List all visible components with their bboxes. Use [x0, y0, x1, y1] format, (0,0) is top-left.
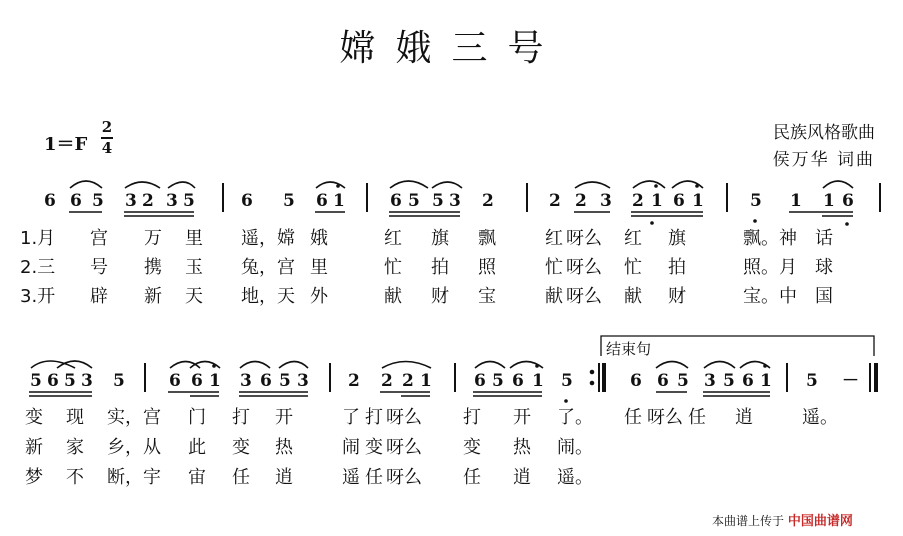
- lyric: 呀么: [647, 407, 683, 428]
- lyric: 呀么: [386, 437, 422, 458]
- lyric: 遥，嫦: [241, 228, 295, 249]
- lyric: 呀么: [386, 407, 422, 428]
- lyric: 遥: [342, 467, 360, 488]
- r1-note: 5: [432, 191, 444, 211]
- lyric: 兔，宫: [241, 257, 295, 278]
- ending-bracket: [601, 336, 874, 356]
- site-logo[interactable]: 中国曲谱网: [787, 514, 853, 529]
- lyric: 1.月: [20, 228, 56, 249]
- high-octave-dot: [336, 184, 340, 188]
- r2-note: 6: [191, 371, 203, 391]
- lyric: 地，天: [241, 286, 295, 307]
- lyric: 家: [66, 437, 84, 458]
- lyric: 逍: [513, 467, 531, 488]
- lyric: 携: [144, 257, 162, 278]
- lyric: 了: [342, 407, 360, 428]
- repeat-dot: [590, 370, 595, 375]
- lyric: 了。: [557, 407, 593, 428]
- ending-bracket-line: [601, 336, 874, 356]
- lyric: 此: [188, 437, 206, 458]
- lyric: 忙: [624, 257, 642, 278]
- lyric: 玉: [185, 257, 203, 278]
- slur: [633, 181, 665, 188]
- key-signature: 1＝F: [44, 134, 88, 155]
- r1-note: 2: [482, 191, 494, 211]
- r2-note: 6: [657, 371, 669, 391]
- lyric: 3.开: [20, 286, 56, 307]
- r2-note: 3: [240, 371, 252, 391]
- lyric: 打: [463, 407, 481, 428]
- song-style: 民族风格歌曲: [773, 123, 875, 143]
- r1-note: 3: [600, 191, 612, 211]
- lyric: 话: [815, 228, 833, 249]
- r2-note: 6: [169, 371, 181, 391]
- low-octave-dot: [650, 221, 654, 225]
- lyric: 号: [90, 257, 108, 278]
- r1-note: 6: [316, 191, 328, 211]
- high-octave-dot: [763, 364, 767, 368]
- song-authors: 侯万华 词曲: [772, 150, 875, 170]
- lyric: 任: [232, 467, 250, 488]
- lyric: 照。月: [743, 257, 797, 278]
- lyric: 财: [431, 286, 449, 307]
- r1-note: 3: [125, 191, 137, 211]
- lyric: 财: [668, 286, 686, 307]
- lyric: 打: [232, 407, 250, 428]
- time-signature-bottom: 4: [101, 139, 113, 157]
- slur: [656, 362, 688, 369]
- lyric: 红: [384, 228, 402, 249]
- lyric: 变: [232, 437, 250, 458]
- r1-note: 1: [692, 191, 704, 211]
- r1-note: 6: [842, 191, 854, 211]
- lyric: 任: [463, 467, 481, 488]
- lyric: 旗: [431, 228, 449, 249]
- lyric: 里: [310, 257, 328, 278]
- r2-note: 3: [704, 371, 716, 391]
- lyric: 飘。神: [743, 228, 797, 249]
- lyric: 新: [25, 437, 43, 458]
- lyric: 旗: [668, 228, 686, 249]
- r1-note: 5: [750, 191, 762, 211]
- song-title: 嫦娥三号: [339, 28, 564, 69]
- r1-note: 3: [166, 191, 178, 211]
- lyric: 逍: [275, 467, 293, 488]
- r2-note: 6: [47, 371, 59, 391]
- r1-note: 6: [390, 191, 402, 211]
- r2-note: 6: [512, 371, 524, 391]
- lyric: 呀么: [566, 257, 602, 278]
- lyric: 国: [815, 286, 833, 307]
- lyric: 任: [365, 467, 383, 488]
- lyric: 呀么: [566, 228, 602, 249]
- slur: [382, 362, 431, 369]
- lyric: 变: [365, 437, 383, 458]
- r1-note: 2: [632, 191, 644, 211]
- r1-note: 5: [408, 191, 420, 211]
- lyric: 拍: [668, 257, 686, 278]
- barlines: [145, 183, 880, 392]
- lyric: 忙: [384, 257, 402, 278]
- r2-note: 5: [723, 371, 735, 391]
- r1-note: 5: [92, 191, 104, 211]
- lyric: 变: [463, 437, 481, 458]
- lyric: 红: [624, 228, 642, 249]
- slur: [316, 182, 345, 188]
- slur: [704, 362, 735, 369]
- r1-note: 2: [142, 191, 154, 211]
- lyric: 飘: [478, 228, 496, 249]
- r2-note: 1: [209, 371, 221, 391]
- r2-note: 2: [348, 371, 360, 391]
- r1-note: 2: [549, 191, 561, 211]
- r2-note: 5: [806, 371, 818, 391]
- r1-note: 5: [183, 191, 195, 211]
- low-octave-dot: [564, 399, 568, 403]
- r2-note: 5: [30, 371, 42, 391]
- lyric: 不: [66, 467, 84, 488]
- r2-note: 6: [260, 371, 272, 391]
- high-octave-dot: [535, 364, 539, 368]
- lyric: 梦: [25, 467, 43, 488]
- beams: [29, 212, 853, 396]
- repeat-dot: [590, 381, 595, 386]
- lyric: 任: [624, 407, 642, 428]
- r2-note: 2: [402, 371, 414, 391]
- lyric: 献: [384, 286, 402, 307]
- lyric: 辟: [90, 286, 108, 307]
- time-signature-top: 2: [101, 118, 113, 136]
- r2-note: 5: [64, 371, 76, 391]
- r1-note: 5: [283, 191, 295, 211]
- r2-note: 5: [677, 371, 689, 391]
- r1-note: 1: [333, 191, 345, 211]
- r1-note: 6: [673, 191, 685, 211]
- lyric: 实，宫: [107, 407, 161, 428]
- lyric: 2.三: [20, 257, 56, 278]
- lyric: 变: [25, 407, 43, 428]
- lyric: 门: [188, 407, 206, 428]
- r2-note: 5: [561, 371, 573, 391]
- low-octave-dot: [845, 222, 849, 226]
- r2-extension-dash: －: [842, 371, 859, 391]
- slur: [125, 182, 160, 188]
- r2-note: 6: [630, 371, 642, 391]
- lyric: 万: [144, 228, 162, 249]
- lyric: 乡，从: [107, 437, 161, 458]
- high-octave-dot: [654, 184, 658, 188]
- r2-note: 6: [474, 371, 486, 391]
- slur: [168, 182, 195, 188]
- slur: [475, 362, 505, 369]
- r2-note: 5: [492, 371, 504, 391]
- slur: [390, 181, 428, 188]
- r1-note: 6: [241, 191, 253, 211]
- r2-note: 1: [532, 371, 544, 391]
- high-octave-dot: [695, 184, 699, 188]
- slur: [279, 362, 308, 369]
- r1-note: 3: [449, 191, 461, 211]
- r1-note: 6: [70, 191, 82, 211]
- lyric: 呀么: [566, 286, 602, 307]
- r1-note: 6: [44, 191, 56, 211]
- slur: [70, 181, 102, 188]
- r1-note: 1: [790, 191, 802, 211]
- slur: [575, 182, 610, 188]
- lyric: 逍: [735, 407, 753, 428]
- lyric: 开: [513, 407, 531, 428]
- lyric: 拍: [431, 257, 449, 278]
- lyric: 献: [624, 286, 642, 307]
- lyric: 球: [815, 257, 833, 278]
- lyric: 闹: [342, 437, 360, 458]
- lyric: 照: [478, 257, 496, 278]
- lyric: 打: [365, 407, 383, 428]
- r2-note: 3: [297, 371, 309, 391]
- lyric: 宝: [478, 286, 496, 307]
- lyric: 宫: [90, 228, 108, 249]
- lyric: 遥。: [802, 407, 838, 428]
- lyric: 忙: [545, 257, 563, 278]
- r2-note: 1: [420, 371, 432, 391]
- octave-dots: [212, 184, 849, 403]
- slur: [823, 181, 853, 188]
- slur: [432, 182, 462, 188]
- footer-text: 本曲谱上传于: [712, 514, 785, 528]
- lyric: 现: [66, 407, 84, 428]
- r2-note: 3: [81, 371, 93, 391]
- repeat-dots: [590, 370, 595, 386]
- lyric: 闹。: [557, 437, 593, 458]
- slur: [190, 362, 220, 369]
- lyric: 热: [513, 437, 531, 458]
- lyric: 外: [310, 286, 328, 307]
- ending-label: 结束句: [606, 340, 652, 358]
- r2-note: 5: [113, 371, 125, 391]
- r2-note: 2: [381, 371, 393, 391]
- lyric: 天: [185, 286, 203, 307]
- low-octave-dot: [753, 219, 757, 223]
- lyric: 娥: [310, 228, 328, 249]
- lyric: 任: [688, 407, 706, 428]
- lyric: 宝。中: [743, 286, 797, 307]
- r2-note: 1: [760, 371, 772, 391]
- lyric: 遥。: [557, 467, 593, 488]
- r1-note: 1: [823, 191, 835, 211]
- r1-note: 1: [651, 191, 663, 211]
- lyric: 热: [275, 437, 293, 458]
- high-octave-dot: [212, 364, 216, 368]
- lyric: 断，宇: [107, 467, 161, 488]
- r1-note: 2: [575, 191, 587, 211]
- lyric: 红: [545, 228, 563, 249]
- lyric: 新: [144, 286, 162, 307]
- slur: [240, 362, 270, 369]
- lyric: 宙: [188, 467, 206, 488]
- lyric: 呀么: [386, 467, 422, 488]
- lyric: 献: [545, 286, 563, 307]
- lyric: 开: [275, 407, 293, 428]
- r2-note: 5: [279, 371, 291, 391]
- r2-note: 6: [742, 371, 754, 391]
- lyric: 里: [185, 228, 203, 249]
- slurs: [31, 181, 853, 368]
